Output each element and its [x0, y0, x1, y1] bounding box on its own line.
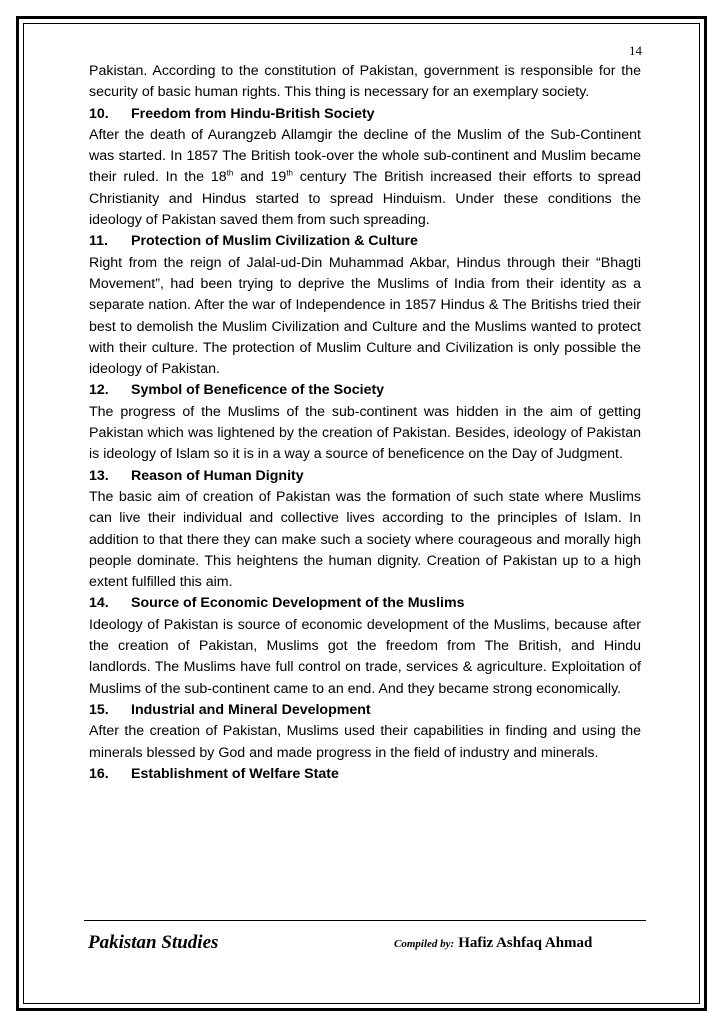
section-number: 14. [89, 595, 109, 612]
footer-credit [394, 934, 592, 952]
intro-paragraph: Pakistan. According to the constitution of Pakistan, government is responsible for the security of basic human rights. This thing is necessary for an exemplary society. [89, 63, 641, 101]
section-number: 11. [89, 233, 108, 250]
section-title: Symbol of Beneficence of the Society [131, 382, 385, 399]
section-heading-11 [89, 231, 641, 252]
section-heading-15 [89, 700, 641, 721]
section-heading-12 [89, 380, 641, 401]
author-name: Hafiz Ashfaq Ahmad [458, 935, 593, 951]
section-title: Establishment of Welfare State [131, 765, 339, 782]
document-body [89, 61, 641, 785]
section-heading-13 [89, 466, 641, 487]
section-title: Reason of Human Dignity [131, 467, 304, 484]
footer-subject: Pakistan Studies [88, 932, 219, 953]
section-paragraph-14: Ideology of Pakistan is source of economic development of the Muslims, because after the creation of Pakistan, Muslims got the freedom from The British, and Hindu landlords. The Muslims have full control on trade, services & agriculture. Exploitation of Muslims of the sub-continent came to an end. And they became strong economically. [89, 616, 641, 697]
section-number: 13. [89, 467, 109, 484]
text-run: and 19 [233, 169, 287, 186]
section-number: 12. [89, 382, 109, 399]
section-heading-14 [89, 593, 641, 614]
section-number: 10. [89, 105, 109, 122]
section-title: Source of Economic Development of the Muslims [131, 595, 465, 612]
section-paragraph-11: Right from the reign of Jalal-ud-Din Muhammad Akbar, Hindus through their “Bhagti Movement”, had been trying to deprive the Muslims of India from their identity as a separate nation. After the war of Independence in 1857 Hindus & The Britishs tried their best to demolish the Muslim Civilization and Culture and the Muslims wanted to protect with their culture. The protection of Muslim Culture and Civilization is only possible the ideology of Pakistan. [89, 254, 641, 378]
section-number: 15. [89, 701, 109, 718]
section-paragraph-10 [89, 125, 641, 231]
section-title: Industrial and Mineral Development [131, 701, 371, 718]
compiled-by-label: Compiled by: [394, 938, 455, 950]
section-title: Protection of Muslim Civilization & Culture [131, 233, 418, 250]
page-number: 14 [629, 43, 642, 58]
footer-divider [84, 920, 646, 921]
superscript: th [226, 168, 234, 178]
section-heading-10 [89, 104, 641, 125]
text-run: After the death of Aurangzeb Allamgir the decline of the Muslim of the Sub-Continent was started. In 1857 The British took-over the whole sub-continent and Muslim became their ruled. In the 18 [89, 126, 641, 186]
section-paragraph-15: After the creation of Pakistan, Muslims used their capabilities in finding and using the minerals blessed by God and made progress in the field of industry and minerals. [89, 723, 641, 761]
section-number: 16. [89, 765, 109, 782]
section-paragraph-13: The basic aim of creation of Pakistan was the formation of such state where Muslims can live their individual and collective lives according to the principles of Islam. In addition to that there they can make such a society where courageous and morally high people dominate. This heightens the human dignity. Creation of Pakistan up to a high extent fulfilled this aim. [89, 488, 641, 591]
section-paragraph-12: The progress of the Muslims of the sub-continent was hidden in the aim of getting Pakistan which was lightened by the creation of Pakistan. Besides, ideology of Pakistan is ideology of Islam so it is in a way a source of beneficence on the Day of Judgment. [89, 403, 641, 463]
text-run: century The British increased their efforts to spread Christianity and Hindus started to spread Hinduism. Under these conditions the ideology of Pakistan saved them from such spreading. [89, 169, 641, 229]
section-title: Freedom from Hindu-British Society [131, 105, 375, 122]
superscript: th [286, 168, 293, 178]
section-heading-16 [89, 764, 641, 785]
